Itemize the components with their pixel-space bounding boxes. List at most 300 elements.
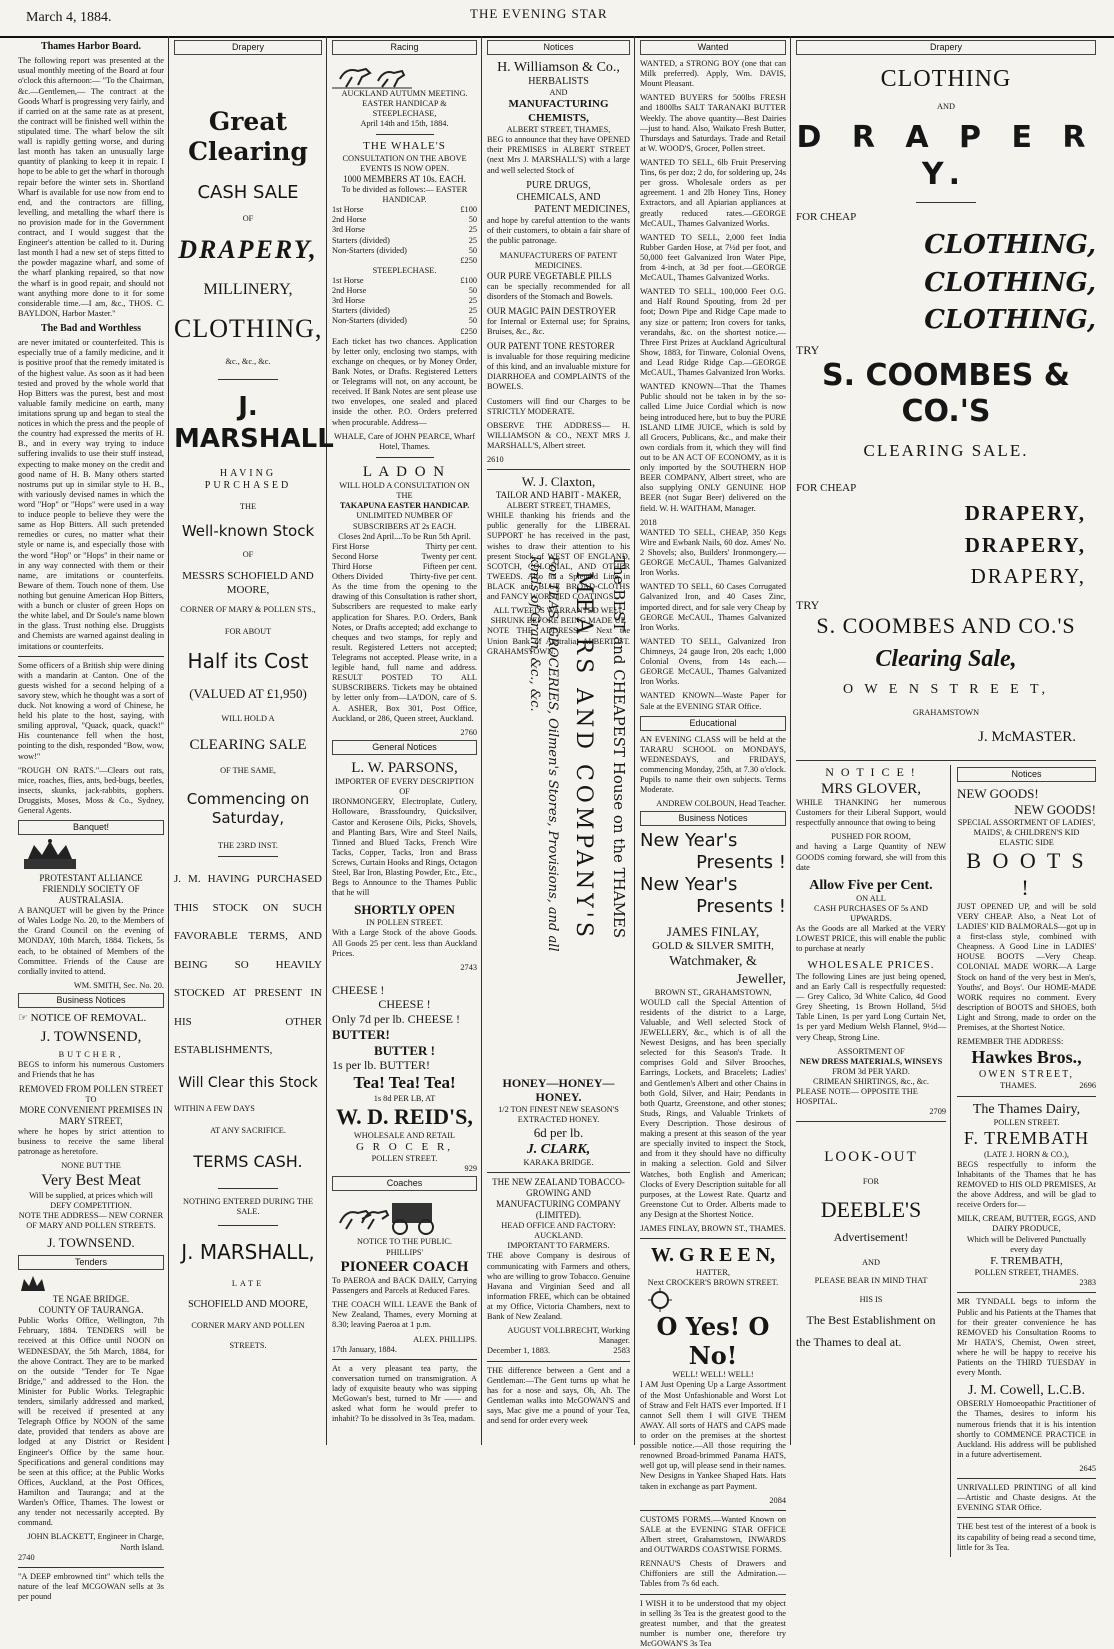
wanted-ad: WANTED BUYERS for 500lbs FRESH and 1800lbs SALT TARANAKI BUTTER Weekly. The above quantity—Best Dairies—just to hand. Also, Waikato Fresh Butter, Thursdays and Saturdays. Trade and Retail at W. WOOD'S, Grocer, Pollen street. [640, 93, 786, 153]
article-body: "ROUGH ON RATS."—Clears out rats, mice, roaches, flies, ants, bed-bugs, beetles, insects, skunks, jack-rabbits, gophers. Druggists, Moses, Moss & Co., Sydney, General Agents. [18, 765, 164, 816]
the-line: THE [239, 501, 257, 511]
drapery-title: DRAPERY, [178, 235, 318, 265]
prize-total: £250 [460, 255, 477, 265]
green-name: W. G R E E N, [650, 1244, 776, 1267]
albert-line: ALBERT STREET, THAMES, [506, 125, 611, 135]
section-header: Business Notices [640, 811, 786, 826]
next-line: Next CROCKER'S BROWN STREET. [647, 1277, 779, 1287]
mears-line-1: The BEST and CHEAPEST House on the THAMES [610, 556, 628, 939]
pushed-room: PUSHED FOR ROOM, [831, 832, 911, 842]
clearing-sale: CLEARING SALE. [863, 440, 1029, 460]
drapery-headline: D R A P E R Y. [796, 120, 1096, 192]
of-line: OF [242, 213, 254, 223]
crimean-line: CRIMEAN SHIRTINGS, &c., &c. [813, 1077, 929, 1086]
bear-line: PLEASE BEAR IN MIND THAT [814, 1276, 928, 1286]
tyndall-notice: MR TYNDALL begs to inform the Public and his Patients at the Thames that for their greater convenience he has REMOVED his Consultation Rooms to Mr HATA'S, Chemist, Owen street, where he will be happy to receive his Patients on the THIRD TUESDAY in every Month. [957, 1297, 1096, 1378]
wanted-ad: WANTED KNOWN—That the Thames Public should not be taken in by the so-called Lime Juice Cordial which is now being introduced here, but to buy the PURE ISLAND LIME JUICE, which is sold by all Grocers, Publicans, &c., and make their own cordials from it, which they will find out to be AN ACT OF ECONOMY, as it is only imported by the SOUTHERN HOP BEER COMPANY, Albert street, who are also supplying ONLY GENUINE HOP BEER (not Sugar Beer) delivered on the field. W. H. WAITHAM, Manager. [640, 382, 786, 513]
closes-line: Closes 2nd April....To be Run 5th April. [338, 531, 471, 541]
section-header: Wanted [640, 40, 786, 55]
prize-value: 25 [468, 296, 477, 306]
well-line: WELL! WELL! WELL! [672, 1370, 754, 1380]
pollen-street: POLLEN STREET. [371, 1154, 438, 1164]
watchmaker-line: Watchmaker, & [669, 954, 757, 970]
townsend-body: BEGS to inform his numerous Customers and Friends that he has [18, 1059, 164, 1079]
prize-label: 3rd Horse [332, 296, 365, 306]
streets-line: STREETS. [229, 1340, 267, 1350]
drapery-bold: DRAPERY, [964, 532, 1086, 557]
finlay-signature: JAMES FINLAY, BROWN ST., THAMES. [640, 1224, 786, 1234]
glover-column [796, 765, 951, 1557]
hand-pointer-icon: ☞ [18, 1011, 31, 1024]
prize-value: 50 [468, 286, 477, 296]
ad-number: 2018 [640, 517, 657, 527]
dairy-name: The Thames Dairy, [972, 1101, 1081, 1117]
etc-line: &c., &c., &c. [225, 356, 271, 366]
of-the-same: OF THE SAME, [220, 766, 276, 776]
coach-body: To PAEROA and BACK DAILY, Carrying Passengers and Parcels at Reduced Fares. [332, 1275, 477, 1296]
cheese-3: Only 7d per lb. CHEESE ! [332, 1012, 460, 1027]
corner-line: CORNER OF MARY & POLLEN STS., [180, 605, 316, 615]
finlay-name: JAMES FINLAY, [666, 924, 760, 940]
sun-illustration [640, 1288, 786, 1312]
townsend-name: J. TOWNSEND, [40, 1029, 142, 1046]
prize-label: Third Horse [332, 562, 373, 572]
for-cheap: FOR CHEAP [796, 481, 857, 494]
cash-sale: CASH SALE [197, 181, 299, 203]
delivered-line: Which will be Delivered Punctually every day [966, 1234, 1087, 1254]
presents-2: Presents ! [696, 896, 786, 918]
pills-body: can be specially recommended for all disorders of the Stomach and Bowels. [487, 281, 630, 301]
clothing-italic: CLOTHING, [924, 267, 1096, 298]
chemicals-line: CHEMICALS, AND [516, 191, 601, 203]
magic-line: OUR MAGIC PAIN DESTROYER [487, 306, 616, 316]
from-line: FROM 3d PER YARD. [832, 1066, 910, 1076]
ladon-body: WILL HOLD A CONSULTATION ON THE [339, 481, 470, 501]
column-divider [168, 36, 169, 1445]
prize-row [332, 306, 477, 316]
special-assortment: SPECIAL ASSORTMENT OF LADIES', MAIDS', & CHILDREN'S KID ELASTIC SIDE [957, 817, 1096, 847]
column-2 [170, 38, 334, 1445]
whale-title: THE WHALE'S [363, 140, 446, 153]
prize-row [332, 276, 477, 286]
for-cheap: FOR CHEAP [796, 210, 857, 223]
glover-body-2: and having a Large Quantity of NEW GOODS coming forward, she will from this date [796, 842, 946, 872]
any-sacrifice: AT ANY SACRIFICE. [210, 1126, 286, 1136]
prize-row [332, 246, 477, 256]
column-6 [792, 38, 1100, 1552]
observe-line: OBSERVE THE ADDRESS— H. WILLIAMSON & CO., NEXT MRS J. MARSHALL'S, Albert street. [487, 420, 630, 451]
ad-number: 2743 [460, 962, 477, 972]
few-days: WITHIN A FEW DAYS [174, 1104, 255, 1114]
footer-snippet: THE difference between a Gent and a Gentleman:—The Gent turns up what he has for a nose and says, Oh, Ah. The Gentleman walks into McGOWAN'S and says, Mac give me a pound of your Tea, and send for order every week [487, 1365, 630, 1426]
warranted-line: ALL TWEEDS WARRANTED WELL SHRUNK BEFORE BEING MADE UP. [490, 606, 627, 626]
coach-date: 17th January, 1884. [332, 1344, 397, 1354]
prize-label: 1st Horse [332, 275, 364, 285]
removal-notice: ☞ NOTICE OF REMOVAL. [18, 1011, 147, 1024]
williamson-body-2: and hope by careful attention to the wants of their customers, to obtain a fair share of the public patronage. [487, 216, 630, 246]
parsons-body-2: With a Large Stock of the above Goods. All Goods 25 per cent. less than Auckland Prices. [332, 928, 477, 958]
new-goods-2: NEW GOODS! [1014, 801, 1096, 817]
patent-line: PATENT MEDICINES, [534, 204, 630, 216]
advertisement-line: Advertisement! [833, 1229, 909, 1244]
prize-label: Non-Starters (divided) [332, 245, 407, 255]
glover-name: MRS GLOVER, [820, 780, 921, 797]
prize-value: 25 [468, 235, 477, 245]
footer-snippet: THE best test of the interest of a book is its capability of being read a second time, little for 3s Tea. [957, 1522, 1096, 1552]
cash-purchases: CASH PURCHASES OF 5s AND UPWARDS. [814, 903, 928, 924]
prize-value: 25 [468, 225, 477, 235]
prize-label: Starters (divided) [332, 235, 390, 245]
boots-body: JUST OPENED UP, and will be sold VERY CHEAP. Also, a Neat Lot of LADIES' KID BALMORALS—got up in a first-class style, combined with Cheapness. A Good Line in LADIES' HOUSE BOOTS —Very Cheap. COLONIAL MADE WORK—A Large Stock on hand of the very best in Men's, Youths', and Boys'. Our HOME-MADE WORK requires no comment. Every description of BOOTS and SHOES, both Light and Strong, made to order on the Premises, at the Shortest Notice. [957, 901, 1096, 1033]
prize-row [332, 572, 477, 582]
section-header: Coaches [332, 1176, 477, 1191]
column-5 [636, 38, 790, 1648]
albert-line: ALBERT STREET, THAMES, [506, 501, 611, 511]
and-line: AND [549, 88, 568, 98]
footer-snippet: At a very pleasant tea party, the conversation turned on transmigration. A lady of exquisite beauty who was sipping McGowan's best, turned to Mr —— and asked what form he would prefer to inhabit? To be dissolved in 3s Tea, madam. [332, 1363, 477, 1424]
marshall-name: J. MARSHALL [174, 392, 334, 454]
prize-row [332, 552, 477, 562]
column-divider [790, 36, 791, 1445]
finlay-body: WOULD call the Special Attention of residents of the district to a Large, Valuable, and Well selected Stock of JEWELLERY, &c., which is of all the Newest Designs, and has been specially selected for this Season's Trade. It comprises Gold and Silver Brooches, Earrings, Lockets, and Bracelets; Ladies' and Gentlemen's Albert and other Chains in both Gold, Silver, and Hair; Pendants in both Quartz, Greenstone, and other stones; Studs, Rings, and Valuable Trinkets of Every Description. Those desirous of making a present at this season of the year are specially invited to inspect the Stock, and from it they should have no difficulty in making a selection. Gold and Silver Watches, both English and American; Clocks of Every Description suitable for all purposes, at the Lowest Rate. Quartz and Greenstone Cut to Order. Alberts made to any Design at the Shortest Notice. [640, 997, 786, 1219]
easter-line: EASTER HANDICAP & STEEPLECHASE, [362, 99, 447, 119]
cheese-1: CHEESE ! [332, 982, 385, 997]
prize-value: Thirty-five per cent. [409, 572, 477, 582]
pollen-line: IN POLLEN STREET. [366, 918, 443, 928]
prize-table [332, 542, 477, 582]
prize-value: 50 [468, 316, 477, 326]
glover-body: WHILE THANKING her numerous Customers for their Liberal Support, would respectfully announce that owing to being [796, 798, 946, 828]
best-meat: Very Best Meat [41, 1172, 141, 1190]
address-line: NOTE THE ADDRESS— NEW CORNER OF MARY AND POLLEN STREETS. [18, 1211, 164, 1231]
section-header: Racing [332, 40, 477, 55]
prize-label: Second Horse [332, 551, 379, 561]
section-header: Tenders [18, 1255, 164, 1270]
masthead [0, 0, 1114, 38]
karaka-line: KARAKA BRIDGE. [523, 1158, 594, 1168]
thames-line: the Thames to deal at. [796, 1335, 902, 1350]
head-office: HEAD OFFICE AND FACTORY: AUCKLAND. [501, 1221, 616, 1241]
grahamstown: GRAHAMSTOWN [912, 707, 980, 717]
article-body: The following report was presented at the usual monthly meeting of the Board at four o'clock this afternoon:— "To the Chairman, &c.—Gentlemen,— The contract at the Goods Wharf is progressing very fairly, and if carried on at the same rate as at present, the contract will be finished well within the stipulated time. The wharf below the silt wall is rapidly getting worse, and during last month has taken an unusually large quantity of planking to keep it in repair. I hope to be able to get the wharf in thorough repair before the winter sets in. Shortland Wharf is available for use now from end to end, and the contractors are filling, levelling, and metalling the wharf there is no provision made for in the Government contract, and I would suggest that the Engineer's attention be called to it. During last month I had a new set of steps fitted to the powder magazine wharf, and some of the wharf planking repaired, so that now the wharf is in good repair, and should not want anything more done to it for some considerable time.—I am, &c., THOS. C. BAYLDON, Harbor Master." [18, 56, 164, 318]
pills-line: OUR PURE VEGETABLE PILLS [487, 270, 612, 281]
race-dates: April 14th and 15th, 1884. [360, 119, 449, 129]
lookout: LOOK-OUT [824, 1149, 918, 1166]
great-clearing: Great Clearing [188, 106, 308, 167]
tender-subtitle: COUNTY OF TAURANGA. [38, 1305, 144, 1316]
ad-number: 2645 [1079, 1464, 1096, 1473]
prize-label: Starters (divided) [332, 306, 390, 316]
coach-illustration [332, 1195, 477, 1237]
prize-row [332, 562, 477, 572]
marshall-name-2: J. MARSHALL, [181, 1240, 315, 1265]
lower-section [796, 765, 1096, 1557]
column-divider [634, 36, 635, 1445]
wanted-ad: WANTED TO SELL, CHEAP, 350 Kegs Wire and Ewbank Nails, 60 doz. Ames' No. 2 Shovels; also, Builders' Ironmongery.—GEORGE McCAUL, Thames Galvanized Iron Works. [640, 527, 786, 578]
tea-price: 1s 8d PER LB, AT [373, 1093, 436, 1103]
wanted-ad: WANTED TO SELL, 60 Cases Corrugated Galvanized Iron, and 40 Cases Zinc, imported direct, and for sale very Cheap by GEORGE McCAUL, Thames Galvanized Iron Works. [640, 582, 786, 632]
prize-label: 3rd Horse [332, 225, 365, 235]
banquet-signature: WM. SMITH, Sec. No. 20. [73, 980, 164, 990]
ladon-title: L A D O N [362, 463, 447, 480]
new-years-1: New Year's [640, 830, 738, 852]
prize-label: First Horse [332, 541, 370, 551]
of-line: OF [242, 550, 254, 560]
corner-mary: CORNER MARY AND POLLEN [191, 1320, 305, 1330]
prize-value: Fifteen per cent. [422, 562, 477, 572]
takapuna-line: TAKAPUNA EASTER HANDICAP. [339, 501, 470, 511]
ad-number: 2383 [1079, 1278, 1096, 1288]
prize-row [332, 286, 477, 296]
parsons-name: L. W. PARSONS, [351, 759, 458, 776]
tender-signature: JOHN BLACKETT, Engineer in Charge, North Island. [27, 1532, 164, 1552]
boots-headline: B O O T S ! [966, 848, 1087, 900]
rennau-ad: RENNAU'S Chests of Drawers and Chiffoniers are still the Admiration.—Tables from 7s 6d each. [640, 1559, 786, 1589]
wanted-ad: WANTED TO SELL, 100,000 Feet O.G. and Half Round Spouting, from 2d per foot; Down Pipe and Ridge Cape made to any size or pattern; Iron covers for tanks, verandahs, &c. on the shortest notice.—Three First Prizes at Auckland Agricultural Show, 1883, for Tinware, Colonial Ovens, and Lead Ridge Ridge Cap.—GEORGE McCAUL, Thames Galvanized Iron Works. [640, 287, 786, 378]
mcmaster: J. McMASTER. [978, 728, 1076, 745]
butter-3: 1s per lb. BUTTER! [332, 1058, 430, 1073]
butter-1: BUTTER! [332, 1026, 390, 1042]
notice-public: NOTICE TO THE PUBLIC. [357, 1237, 452, 1247]
section-header: Banquet! [18, 820, 164, 835]
society-title: PROTESTANT ALLIANCE FRIENDLY SOCIETY OF AUSTRALASIA. [39, 873, 143, 906]
mears-line-2: MEARS AND COMPANY'S [571, 571, 596, 941]
phillips-line: PHILLIPS' [386, 1247, 423, 1257]
trembath-address: POLLEN STREET, THAMES. [974, 1268, 1079, 1278]
section-header: Notices [487, 40, 630, 55]
herbalists-line: HERBALISTS [528, 76, 589, 88]
owen-street: O W E N S T R E E T, [842, 681, 1049, 697]
hawkes-name: Hawkes Bros., [971, 1047, 1082, 1068]
brown-street: BROWN ST., GRAHAMSTOWN, [654, 987, 772, 997]
drapery-bold: DRAPERY, [964, 501, 1086, 526]
pure-drugs: PURE DRUGS, [526, 179, 591, 191]
whale-address: WHALE, Care of JOHN PEARCE, Wharf Hotel, Thames. [333, 431, 476, 451]
his-line: HIS IS [859, 1294, 883, 1304]
deeble-name: DEEBLE'S [820, 1196, 922, 1222]
column-divider [326, 36, 327, 1445]
tea-line: Tea! Tea! Tea! [353, 1073, 456, 1093]
presents-1: Presents ! [696, 852, 786, 874]
sale-date: THE 23RD INST. [218, 840, 278, 850]
try-line: TRY [796, 343, 820, 358]
tobacco-footer: December 1, 1883. 2583 [487, 1346, 630, 1356]
prize-label: 2nd Horse [332, 215, 367, 225]
notice-title: N O T I C E ! [825, 765, 917, 780]
clothing-headline: CLOTHING [880, 65, 1012, 92]
nothing-entered: NOTHING ENTERED DURING THE SALE. [182, 1196, 314, 1216]
footer-snippet: "A DEEP embrowned tint" which tells the nature of the leaf MCGOWAN sells at 3s per pound [18, 1571, 164, 1602]
owen-street: OWEN STREET, [979, 1069, 1074, 1081]
to-line: TO [85, 1094, 97, 1104]
prize-value: £100 [460, 275, 477, 285]
consultation-line: CONSULTATION ON THE ABOVE EVENTS IS NOW OPEN. [342, 153, 467, 173]
drapery-bold: DRAPERY, [970, 564, 1086, 589]
prize-table [332, 205, 477, 256]
notices-column [957, 765, 1096, 1557]
jm-body: J. M. HAVING PURCHASED THIS STOCK ON SUCH FAVORABLE TERMS, AND BEING SO HEAVILY STOCKED AT PRESENT IN HIS OTHER ESTABLISHMENTS, [174, 872, 322, 1057]
banquet-body: A BANQUET will be given by the Prince of Wales Lodge No. 20, to the Members of the Grand Council on the evening of MONDAY, 10th March, 1884. Tickets, 5s each, to be obtained of Members of the Committee. Friends of the Cause are cordially invited to attend. [18, 906, 164, 976]
none-but-line: NONE BUT THE [61, 1161, 121, 1171]
gold-silver: GOLD & SILVER SMITH, [652, 940, 774, 953]
honey-price: 6d per lb. [533, 1125, 584, 1141]
wanted-ad: WANTED KNOWN—Waste Paper for Sale at the EVENING STAR Office. [640, 691, 786, 711]
ad-number: 2760 [460, 727, 477, 737]
prize-row [332, 236, 477, 246]
column-1 [14, 38, 168, 1602]
reid-name: W. D. REID'S, [336, 1103, 473, 1129]
prize-label: Non-Starters (divided) [332, 316, 407, 326]
section-header: General Notices [332, 740, 477, 755]
wanted-ad: WANTED TO SELL, Galvanized Iron Chimneys, 24 gauge Iron, 20s each; 1,000 Colonial Ovens, from 14s each.—GEORGE McCAUL, Thames Galvanized Iron Works. [640, 636, 786, 687]
mears-line-3: For TEAS, GROCERIES, Oilmen's Stores, Provisions, and all kinds of Grain, &c., &c. [526, 556, 560, 952]
horse-race-illustration [332, 59, 477, 89]
customs-ad: CUSTOMS FORMS.—Wanted Known on SALE at the EVENING STAR OFFICE Albert street, Grahamstown, INWARDS and OUTWARDS COASTWISE FORMS. [640, 1514, 786, 1555]
wellknown-stock: Well-known Stock [181, 522, 315, 541]
article-title: Thames Harbor Board. [40, 41, 142, 52]
cowell-name: J. M. Cowell, L.C.B. [967, 1383, 1086, 1399]
prize-value: 50 [468, 245, 477, 255]
ladon-body-2: As the time from the opening to the drawing of this Consultation is rather short, Subscribers are requested to make early application for Shares. P.O. Orders, Bank Notes, or Drafts accepted; add exchange to cheques and two stamps, for reply and result. Registered Letters not accepted; Telegrams not accepted. Please write, in a legible hand, full name and address. RESULT POSTED TO ALL SUBSCRIBERS. Tickets may be obtained by letter only from—LA'DON, care of S. A. ASHER, Box 301, Post Office, Auckland, or 286, Queen street, Auckland. [332, 582, 477, 723]
coombes-headline: S. COOMBES & CO.'S [822, 357, 1070, 430]
important-line: IMPORTANT TO FARMERS. [507, 1241, 610, 1251]
o-yes: O Yes! O No! [656, 1311, 770, 1371]
jeweller-line: Jeweller, [736, 971, 786, 987]
importer-line: IMPORTER OF EVERY DESCRIPTION OF [334, 777, 475, 797]
article-title: The Bad and Worthless [40, 323, 142, 335]
grocer-line: G R O C E R, [355, 1140, 454, 1153]
chemists-line: MANUFACTURING CHEMISTS, [508, 98, 609, 124]
late-line: LATE [231, 1278, 265, 1288]
clothing-title: CLOTHING, [174, 314, 323, 344]
townsend-body: where he hopes by strict attention to business to receive the same liberal patronage as heretofore. [18, 1127, 164, 1157]
schofield-line: SCHOFIELD AND MOORE, [188, 1298, 308, 1310]
mears-advertisement [482, 556, 632, 956]
tender-body: Public Works Office, Wellington, 7th February, 1884. TENDERS will be received at this Office until NOON on WEDNESDAY, the 5th March, 1884, for the above Contract. They are to be marked on the outside "Tender for Te Ngae Bridge," and addressed to the Hon. the Minister for Public Works. Telegraphic tenders, similarly addressed and marked, will be received if presented at any Telegraph Office by NOON of the same date, provided that tenders as above are lodged at any District or Resident Engineer's Office by the same hour. Specifications and general conditions may be seen at this office; at the Public Works Offices, Auckland, at the Post Offices, Hamilton and Tauranga; and at the Warden's Office, Thames. The lowest or any tender not necessarily accepted. By command. [18, 1316, 164, 1528]
wanted-ad: WANTED TO SELL, 6lb Fruit Preserving Tins, 6s per doz; 2 do, for soldering up, 24s per gross. Wholesale orders as per agreement. 1 and 2lb Honey Tins, Honey Extractors, and all Apiarian appliances at greatly reduced rates.—GEORGE McCAUL, Thames Galvanized Works. [640, 157, 786, 228]
footer-snippet: I WISH it to be understood that my object in selling 3s Tea is the greatest good to the greatest number, and that the greatest number is number one, therefore try McGOWAN'S 3s Tea [640, 1598, 786, 1648]
section-header: Drapery [796, 40, 1096, 55]
parsons-body: IRONMONGERY, Electroplate, Cutlery, Holloware, Brassfoundry, Quicksilver, Castor and Kerosene Oils, Picks, Shovels, and Planting Bars, Wire and Steel Nails, Tinned and Blued Tacks, French Wire Tacks, Copper, Tacks, Iron and Brass Screws, Curtain Hooks and Rings, Octagon Steel, Bar Iron, Blasting Powder, Etc., Etc., Begs to Announce to the Thames Public that he will [332, 797, 477, 898]
remember-line: REMEMBER THE ADDRESS: [957, 1037, 1064, 1047]
defy-line: Will be supplied, at prices which will DEFY COMPETITION. [29, 1190, 153, 1211]
butcher-label: BUTCHER, [58, 1049, 124, 1059]
allow-line: Allow Five per Cent. [809, 877, 933, 893]
prize-row [332, 215, 477, 225]
members-line: 1000 MEMBERS AT 10s. EACH. [343, 174, 466, 185]
green-body: I AM Just Opening Up a Large Assortment of the Most Unfashionable and Worst Lot of Straw and Felt HATS ever Imported. If I cannot Sell them I will GIVE THEM AWAY. All sorts of HATS and CAPS made to order on the premises at the shortest possible notice.—All those requiring the renowned Broad-brimmed Panama HATS, well got up, will please send in their names. New Designs in Yankee Shaped Hats. Hats taken in exchange as part Payment. [640, 1380, 786, 1491]
please-note: PLEASE NOTE— OPPOSITE THE HOSPITAL. [796, 1087, 918, 1107]
hatter-line: HATTER, [696, 1267, 730, 1277]
ad-number: 2740 [18, 1552, 35, 1562]
clark-name: J. CLARK, [526, 1142, 591, 1158]
pollen-line: POLLEN STREET. [993, 1117, 1060, 1127]
autumn-meeting: AUCKLAND AUTUMN MEETING. [341, 88, 468, 98]
claxton-body: WHILE thanking his friends and the public generally for the LIBERAL SUPPORT he has received in the past, wishes to draw their attention to his present Stock of WEST OF ENGLAND, SCOTCH, COLONIAL, AND OTHER TWEEDS. Also to a Splendid Line in BLACK and BLUE BROAD-CLOTHS and FANCY WORSTED COATINGS. [487, 511, 630, 602]
townsend-signoff: J. TOWNSEND. [47, 1235, 135, 1251]
late-line: (LATE J. HORN & CO.), [983, 1149, 1070, 1159]
for-line: FOR [862, 1176, 880, 1186]
on-all: ON ALL [856, 893, 886, 903]
prize-row [332, 296, 477, 306]
dress-materials: NEW DRESS MATERIALS, WINSEYS [799, 1056, 943, 1066]
terms-cash: TERMS CASH. [193, 1152, 303, 1172]
assortment-line: ASSORTMENT OF [837, 1046, 905, 1056]
section-header: Notices [957, 767, 1096, 782]
education-body: AN EVENING CLASS will be held at the TARARU SCHOOL on MONDAYS, WEDNESDAYS, and FRIDAYS, commencing Monday, 25th, at 7.30 o'clock. Pupils to name their own subjects. Terms Moderate. [640, 734, 786, 795]
prize-label: 2nd Horse [332, 286, 367, 296]
crown-emblem [18, 1274, 164, 1294]
restorer-line: OUR PATENT TONE RESTORER [487, 341, 615, 352]
commencing: Commencing on Saturday, [186, 790, 310, 827]
coach-body-2: THE COACH WILL LEAVE the Bank of New Zealand, Thames, every Morning at 8.30; leaving Paeroa at 1 p.m. [332, 1300, 477, 1330]
honey-body: 1/2 TON FINEST NEW SEASON'S EXTRACTED HONEY. [498, 1104, 619, 1125]
prize-total: £250 [460, 326, 477, 336]
issue-date: March 4, 1884. [26, 10, 112, 25]
article-body: Some officers of a British ship were dining with a mandarin at Canton. One of the guests wished for a second helping of a savory stew, which he thought was a sort of duck. Not knowing a word of Chinese, he held his plate to the host, saying, with smiling approval, "Quack, quack, quack!" His countenance fell when the host, pointing to the dish, responded "Bow, wow, wow!" [18, 660, 164, 761]
tailor-line: TAILOR AND HABIT - MAKER, [495, 490, 622, 501]
tobacco-body: THE above Company is desirous of communicating with Farmers and others, who are willing to grow Tobacco. Genuine Havana and Virginian Seed and all information FREE, which can be obtained at my Office, Victoria Chambers, next to Bank of New Zealand. [487, 1251, 630, 1322]
prize-label: 1st Horse [332, 205, 364, 215]
tender-title: TE NGAE BRIDGE. [52, 1294, 130, 1305]
butter-2: BUTTER ! [373, 1042, 436, 1058]
honey-title: HONEY—HONEY—HONEY. [502, 1075, 615, 1105]
will-hold: WILL HOLD A [221, 713, 275, 723]
paper-title: THE EVENING STAR [470, 6, 608, 21]
divided-line: To be divided as follows:— EASTER HANDICAP. [341, 185, 468, 205]
clearing-italic: Clearing Sale, [875, 646, 1017, 673]
tobacco-signature: AUGUST VOLLBRECHT, Working Manager. [507, 1326, 630, 1346]
trembath-signature: F. TREMBATH, [990, 1254, 1063, 1267]
crown-emblem [18, 839, 164, 873]
prize-value: Thirty per cent. [425, 541, 477, 551]
best-line: The Best Establishment on [806, 1312, 936, 1327]
wholesale-prices: WHOLESALE PRICES. [807, 958, 935, 971]
trembath-name: F. TREMBATH [963, 1127, 1090, 1148]
williamson-name: H. Williamson & Co., [497, 59, 620, 75]
prize-row [332, 316, 477, 326]
ad-number: 2084 [769, 1495, 786, 1505]
education-signature: ANDREW COLBOUN, Head Teacher. [656, 799, 786, 809]
premises-line: MORE CONVENIENT PREMISES IN MARY STREET, [19, 1105, 163, 1127]
for-about: FOR ABOUT [224, 627, 272, 637]
new-years-2: New Year's [640, 874, 738, 896]
pioneer-coach: PIONEER COACH [340, 1258, 469, 1275]
messrs-line: MESSRS SCHOFIELD AND MOORE, [182, 570, 314, 596]
prize-value: £100 [460, 205, 477, 215]
ad-number: 2610 [487, 455, 504, 465]
half-cost: Half its Cost [187, 649, 309, 674]
coombes-headline-2: S. COOMBES AND CO.'S [816, 612, 1076, 638]
prize-label: Others Divided [332, 572, 383, 582]
section-header: Educational [640, 716, 786, 731]
article-body: are never imitated or counterfeited. This is especially true of a family medicine, and it is positive proof that the remedy imitated is of the highest value. As soon as it had been tested and proved by the whole world that Hop Bitters was the purest, best and most valuable family medicine on earth, many imitations sprung up and began to steal the notices in which the press and the people of the country had expressed the merits of H. B., and in every way trying to induce suffering invalids to use their stuff instead, expecting to make money on the credit and good name of H. B. Many others started nostrums put up in similar style to H. B., with variously devised names in which the word "Hop" or "Hops" were used in a way to induce people to believe they were the same as Hop Bitters. All such pretended remedies or cures, no matter what their style or name is, and especially those with the word "Hop" or "Hops" in their name or in any way connected with them or their name, are imitations or counterfeits. Beware of them. Touch none of them. Use nothing but genuine American Hop Bitters, with a bunch or cluster of green Hops on the white label, and Dr Soule's name blown in the glass. Trust nothing else. Druggists and Chemists are warned against dealing in imitations or counterfeits. [18, 338, 164, 651]
trembath-body: BEGS respectfully to inform the Inhabitants of the Thames that he has REMOVED to HIS OLD PREMISES, At the above Address, and will be glad to receive Orders for— [957, 1159, 1096, 1210]
will-clear: Will Clear this Stock [178, 1075, 318, 1092]
and-line: AND [937, 102, 955, 112]
prize-row [332, 205, 477, 215]
coach-signature: ALEX. PHILLIPS. [413, 1334, 477, 1344]
new-goods-1: NEW GOODS! [957, 786, 1039, 802]
prize-row [332, 225, 477, 235]
ad-number: 929 [464, 1164, 477, 1174]
try-line: TRY [796, 597, 820, 612]
clothing-italic: CLOTHING, [924, 305, 1096, 336]
column-3 [328, 38, 481, 1445]
whale-body: Each ticket has two chances. Application by letter only, enclosing two stamps, with exchange on cheques, or by Money Order, Bank Notes, or Drafts. Registered Letters or Telegrams will not, on any account, be received. If Bank Notes are sent please use two envelopes, one sealed and placed inside the other. P.O. Orders preferred when procurable. Address— [332, 336, 477, 427]
clothing-italic: CLOTHING, [924, 229, 1096, 260]
printing-ad: UNRIVALLED PRINTING of all kind —Artistic and Chaste designs. At the EVENING STAR Office. [957, 1483, 1096, 1513]
